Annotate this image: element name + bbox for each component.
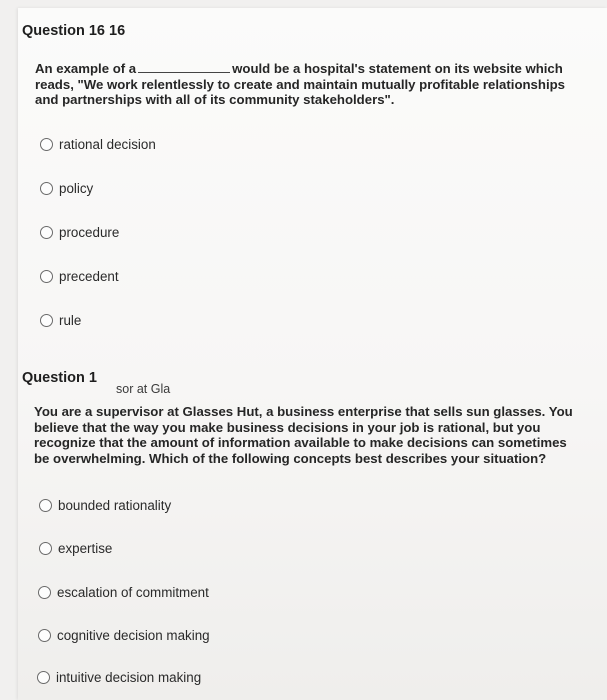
option-label: procedure	[59, 224, 120, 240]
question-1-text-line3: and partnerships with all of its community stakeholders".	[35, 92, 395, 108]
option-policy[interactable]	[40, 178, 93, 198]
option-intuitive-decision-making[interactable]	[37, 667, 201, 687]
option-label: intuitive decision making	[56, 669, 202, 685]
question-2-text-line1: You are a supervisor at Glasses Hut, a business enterprise that sells sun glasses. You	[34, 404, 573, 419]
radio-button[interactable]	[39, 499, 52, 512]
radio-button[interactable]	[40, 314, 53, 327]
option-label: rule	[59, 312, 82, 328]
option-precedent[interactable]	[40, 266, 119, 286]
option-label: expertise	[58, 540, 113, 556]
question-2-overlay-text: sor at Gla	[116, 382, 171, 396]
question-2-text-line4: be overwhelming. Which of the following concepts best describes your situation?	[34, 450, 547, 466]
option-rule[interactable]	[40, 310, 81, 330]
question-1-text	[35, 61, 595, 108]
option-label: rational decision	[59, 136, 156, 152]
radio-button[interactable]	[37, 671, 50, 684]
question-2-text-line3: recognize that the amount of information available to make decisions can sometimes	[34, 435, 567, 451]
question-1-text-part1: An example of a	[35, 61, 137, 76]
radio-button[interactable]	[40, 138, 53, 151]
radio-button[interactable]	[40, 226, 53, 239]
question-1-title: Question 16 16	[22, 23, 126, 39]
option-label: escalation of commitment	[57, 584, 209, 600]
radio-button[interactable]	[39, 542, 52, 555]
radio-button[interactable]	[38, 629, 51, 642]
option-bounded-rationality[interactable]	[39, 495, 171, 515]
option-label: cognitive decision making	[57, 627, 210, 643]
option-procedure[interactable]	[40, 222, 119, 242]
option-label: precedent	[59, 268, 119, 284]
option-escalation-of-commitment[interactable]	[38, 582, 209, 602]
question-2-text	[34, 404, 599, 466]
option-label: bounded rationality	[58, 497, 172, 513]
question-2-text-line2: believe that the way you make business decisions in your job is rational, but you	[34, 419, 541, 435]
radio-button[interactable]	[40, 182, 53, 195]
question-2-title: Question 1	[22, 370, 97, 386]
option-expertise[interactable]	[39, 538, 112, 558]
question-1-text-part2: would be a hospital's statement on its website which	[232, 61, 563, 76]
question-1-text-line2: reads, "We work relentlessly to create and maintain mutually profitable relationships	[35, 76, 565, 92]
radio-button[interactable]	[38, 586, 51, 599]
radio-button[interactable]	[40, 270, 53, 283]
option-label: policy	[59, 180, 94, 196]
option-cognitive-decision-making[interactable]	[38, 625, 210, 645]
answer-blank	[138, 61, 230, 73]
option-rational-decision[interactable]	[40, 134, 156, 154]
